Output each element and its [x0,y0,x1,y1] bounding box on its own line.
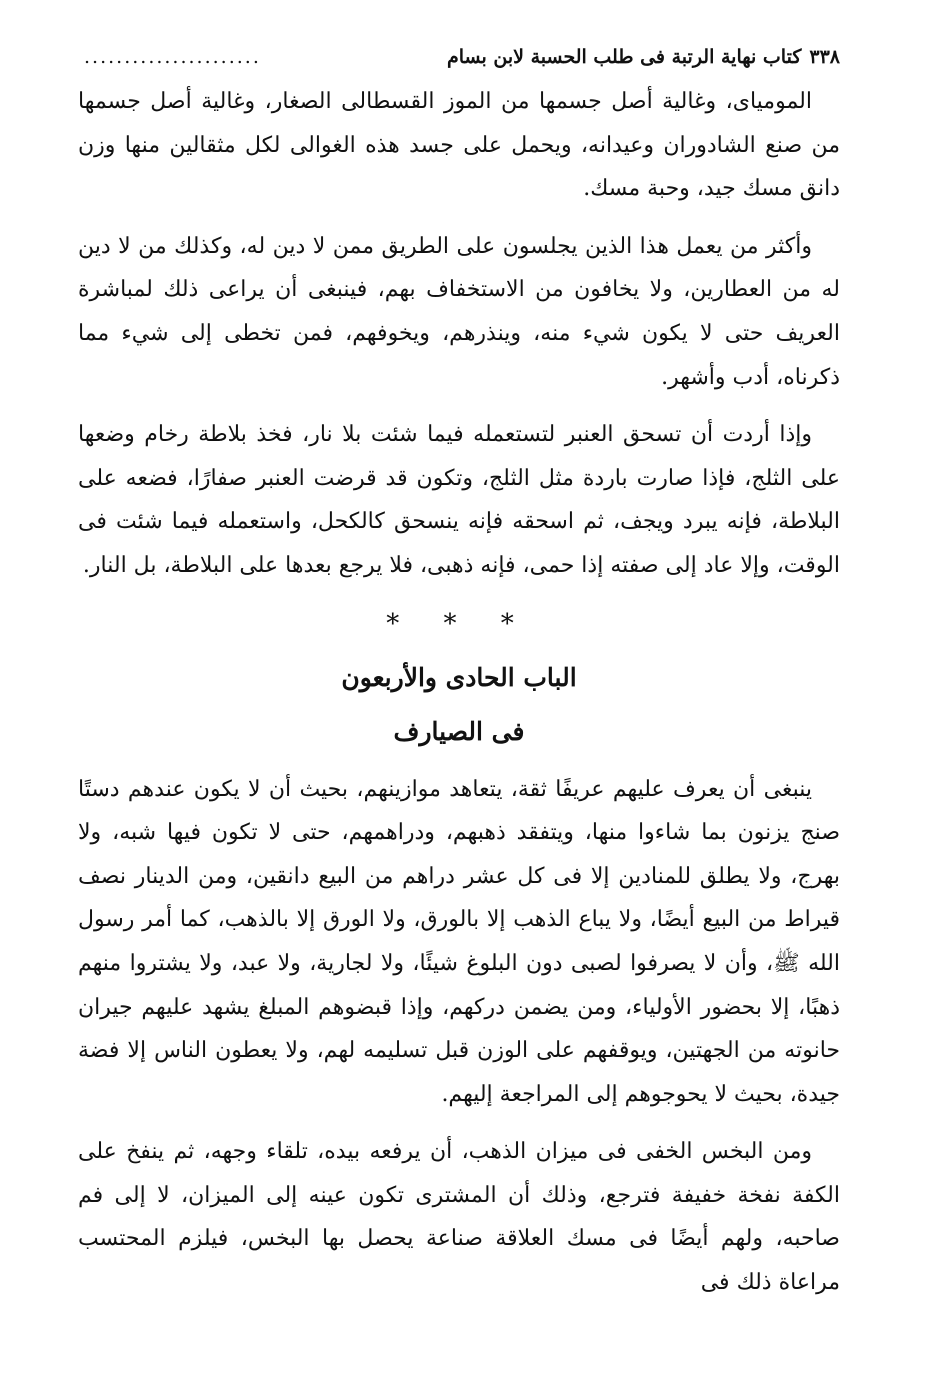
paragraph-3: وإذا أردت أن تسحق العنبر لتستعمله فيما شئت بلا نار، فخذ بلاطة رخام وضعها على الثلج، فإذا صارت باردة مثل الثلج، وتكون قد قرضت العنبر صفارًا، فضعه على البلاطة، فإنه يبرد ويجف، ثم اسحقه فإنه ينسحق كالكحل، واستعمله فيما شئت فى الوقت، وإلا عاد إلى صفته إذا حمى، فإنه ذهبى، فلا يرجع بعدها على البلاطة، بل النار. [78,422,840,578]
paragraph-1: المومياى، وغالية أصل جسمها من الموز القسطالى الصغار، وغالية أصل جسمها من صنع الشادوران وعيدانه، ويحمل على جسد هذه الغوالى لكل مثقالين منها وزن دانق مسك جيد، وحبة مسك. [78,89,840,202]
running-header [78,40,840,80]
book-title: كتاب نهاية الرتبة فى طلب الحسبة لابن بسام [446,46,802,68]
paragraph-5: ومن البخس الخفى فى ميزان الذهب، أن يرفعه بيده، تلقاء وجهه، ثم ينفخ على الكفة نفخة خفيفة فترجع، وذلك أن المشترى تكون عينه إلى الميزان، لا إلى فم صاحبه، ولهم أيضًا فى مسك العلاقة صناعة يحصل بها البخس، فيلزم المحتسب مراعاة ذلك فى [78,1139,840,1296]
paragraph-2: وأكثر من يعمل هذا الذين يجلسون على الطريق ممن لا دين له، وكذلك من لا دين له من العطارين، ولا يخافون من الاستخفاف بهم، فينبغى أن يراعى ذلك لمباشرة العريف حتى لا يكون شيء منه، وينذرهم، ويخوفهم، فمن تخطى إلى شيء مما ذكرناه، أدب وأشهر. [78,233,840,390]
paragraph-4: ينبغى أن يعرف عليهم عريفًا ثقة، يتعاهد موازينهم، بحيث أن لا يكون عندهم دستًا صنج يزنون بما شاءوا منها، ويتفقد ذهبهم، ودراهمهم، حتى لا تكون فيها شبه، ولا بهرج، ولا يطلق للمنادين إلا فى كل عشر دراهم من البيع دانقين، ومن الدينار نصف قيراط من البيع أيضًا، ولا يباع الذهب إلا بالورق، ولا الورق إلا بالذهب، كما أمر رسول الله ﷺ، وأن لا يصرفوا لصبى دون البلوغ شيئًا، ولا لجارية، ولا عبد، ولا يشتروا منهم ذهبًا، إلا بحضور الأولياء، ومن يضمن دركهم، وإذا قبضوهم المبلغ يشهد عليهم جيران حانوته من الجهتين، ويوقفهم على الوزن قبل تسليمه لهم، ولا يعطون الناس إلا فضة جيدة، بحيث لا يحوجوهم إلى المراجعة إليهم. [78,776,840,1107]
section-separator: * * * [386,608,532,639]
chapter-subject: فى الصيارف [393,716,525,746]
chapter-heading: الباب الحادى والأربعون [341,662,577,692]
book-page [78,40,840,1319]
page-number: ٣٣٨ [809,46,840,68]
leader-dots: ...................... [84,46,261,68]
